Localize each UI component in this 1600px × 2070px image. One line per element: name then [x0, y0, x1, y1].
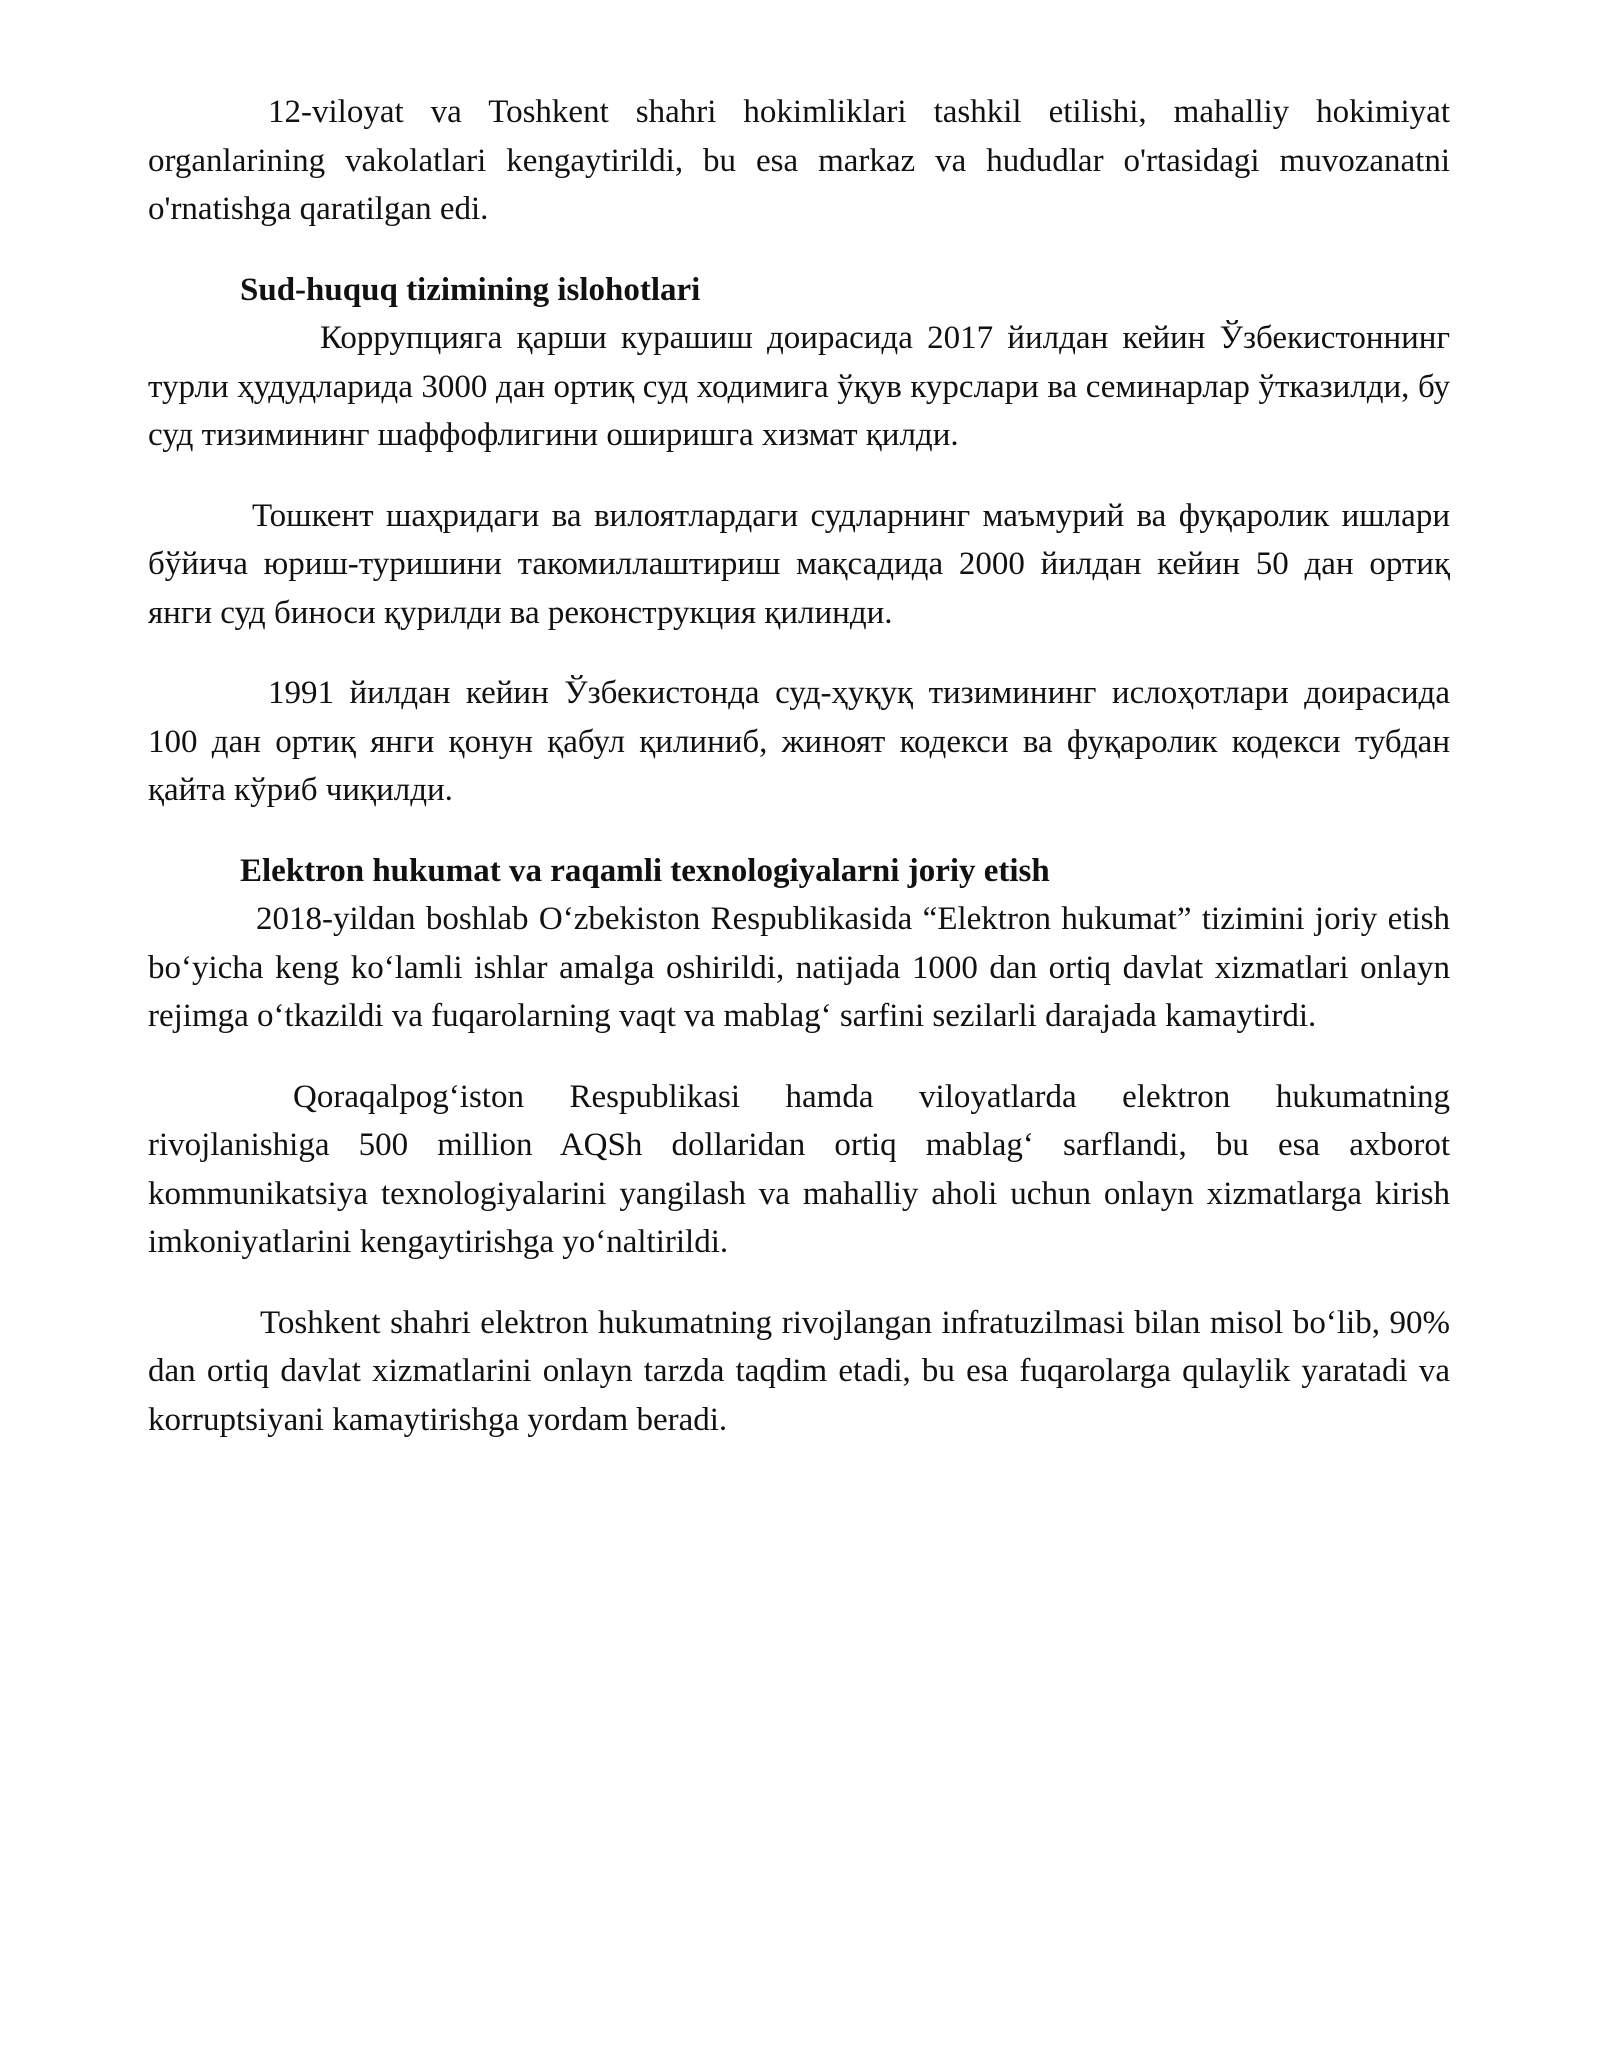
section-heading-judicial-reform: Sud-huquq tizimining islohotlari	[240, 271, 701, 308]
egov-paragraph-2: Qoraqalpogʻiston Respublikasi hamda viloyatlarda elektron hukumatning rivojlanishiga 500 million AQSh dollaridan ortiq mablagʻ sarflandi, bu esa axborot kommunikatsiya texnologiyalarini yangilash va mahalliy aholi uchun onlayn xizmatlarga kirish imkoniyatlarini kengaytirishga yoʻnaltirildi.	[148, 1078, 1450, 1260]
paragraph-spacer	[148, 1267, 1450, 1299]
document-body	[148, 88, 1450, 1444]
judicial-paragraph-3: 1991 йилдан кейин Ўзбекистонда суд-ҳуқуқ тизимининг ислоҳотлари доирасида 100 дан ортиқ янги қонун қабул қилиниб, жиноят кодекси ва фуқаролик кодекси тубдан қайта кўриб чиқилди.	[148, 675, 1450, 808]
paragraph-spacer	[148, 815, 1450, 847]
paragraph-spacer	[148, 460, 1450, 492]
paragraph-spacer	[148, 234, 1450, 266]
intro-paragraph: 12-viloyat va Toshkent shahri hokimliklari tashkil etilishi, mahalliy hokimiyat organlarining vakolatlari kengaytirildi, bu esa markaz va hududlar o'rtasidagi muvozanatni o'rnatishga qaratilgan edi.	[148, 94, 1450, 227]
judicial-paragraph-1: Коррупцияга қарши курашиш доирасида 2017 йилдан кейин Ўзбекистоннинг турли ҳудудларида 3000 дан ортиқ суд ходимига ўқув курслари ва семинарлар ўтказилди, бу суд тизимининг шаффофлигини оширишга хизмат қилди.	[148, 320, 1450, 453]
judicial-paragraph-2: Тошкент шаҳридаги ва вилоятлардаги судларнинг маъмурий ва фуқаролик ишлари бўйича юриш-туришини такомиллаштириш мақсадида 2000 йилдан кейин 50 дан ортиқ янги суд биноси қурилди ва реконструкция қилинди.	[148, 497, 1450, 631]
section-heading-e-government: Elektron hukumat va raqamli texnologiyalarni joriy etish	[240, 852, 1050, 889]
paragraph-spacer	[148, 637, 1450, 669]
egov-paragraph-3: Toshkent shahri elektron hukumatning rivojlangan infratuzilmasi bilan misol boʻlib, 90% dan ortiq davlat xizmatlarini onlayn tarzda taqdim etadi, bu esa fuqarolarga qulaylik yaratadi va korruptsiyani kamaytirishga yordam beradi.	[148, 1304, 1450, 1438]
egov-paragraph-1: 2018-yildan boshlab Oʻzbekiston Respublikasida “Elektron hukumat” tizimini joriy etish boʻyicha keng koʻlamli ishlar amalga oshirildi, natijada 1000 dan ortiq davlat xizmatlari onlayn rejimga oʻtkazildi va fuqarolarning vaqt va mablagʻ sarfini sezilarli darajada kamaytirdi.	[148, 901, 1450, 1034]
paragraph-spacer	[148, 1041, 1450, 1073]
